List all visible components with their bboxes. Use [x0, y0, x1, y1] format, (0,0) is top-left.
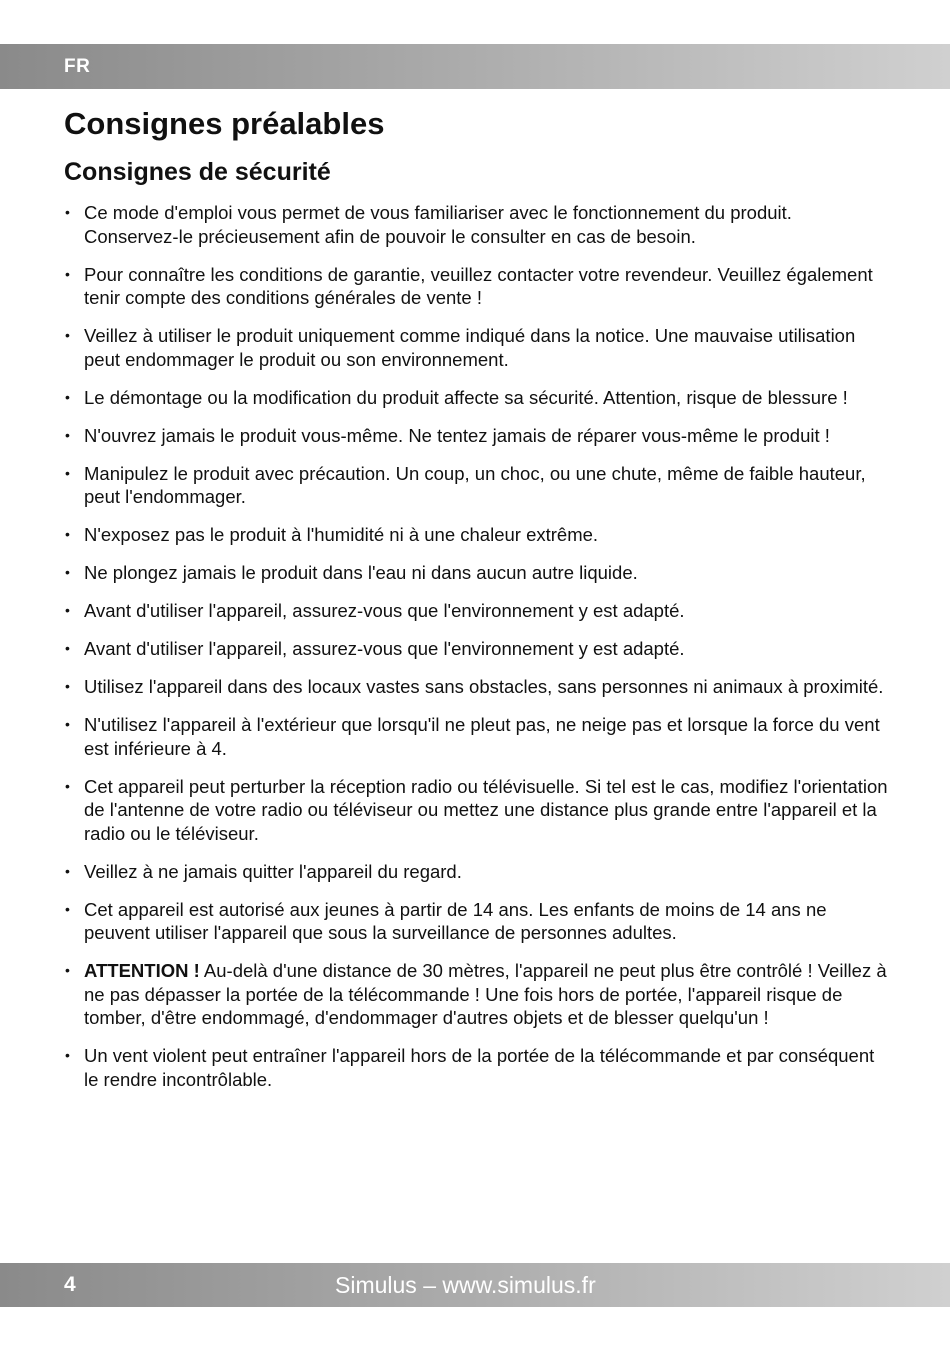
list-item-text: Ne plongez jamais le produit dans l'eau ni dans aucun autre liquide. [84, 562, 638, 583]
list-item [65, 324, 889, 371]
list-item-text: Avant d'utiliser l'appareil, assurez-vous que l'environnement y est adapté. [84, 600, 685, 621]
list-item-text: Veillez à ne jamais quitter l'appareil du regard. [84, 860, 462, 882]
list-item-text: Manipulez le produit avec précaution. Un coup, un choc, ou une chute, même de faible hauteur, peut l'endommager. [84, 462, 866, 507]
bullet-icon: • [65, 327, 70, 343]
list-item-text: Cet appareil est autorisé aux jeunes à partir de 14 ans. Les enfants de moins de 14 ans ne peuvent utiliser l'appareil que sous la surveillance de personnes adultes. [84, 898, 827, 943]
list-item [65, 637, 889, 661]
list-item-text: Ce mode d'emploi vous permet de vous familiariser avec le fonctionnement du produit. Conservez-le précieusement afin de pouvoir le consulter en cas de besoin. [84, 202, 792, 247]
bullet-icon: • [65, 388, 70, 405]
list-item-text: N'utilisez l'appareil à l'extérieur que lorsqu'il ne pleut pas, ne neige pas et lorsque la force du vent est inférieure à 4. [84, 714, 880, 759]
list-item-text: N'exposez pas le produit à l'humidité ni à une chaleur extrême. [84, 524, 599, 545]
bullet-icon: • [65, 716, 70, 732]
list-item [65, 599, 889, 623]
header-bar [0, 44, 950, 89]
footer-bar [0, 1263, 950, 1307]
list-item [65, 462, 889, 509]
bullet-icon: • [65, 1047, 70, 1063]
bullet-icon: • [65, 777, 70, 794]
page-title: Consignes préalables [64, 106, 385, 141]
language-label: FR [64, 56, 91, 77]
list-item [65, 561, 889, 585]
list-item [65, 201, 889, 248]
bullet-icon: • [65, 678, 70, 694]
bullet-icon: • [65, 564, 70, 580]
bullet-icon: • [65, 602, 70, 618]
bullet-icon: • [65, 426, 70, 443]
footer-website: Simulus – www.simulus.fr [335, 1272, 596, 1298]
section-title: Consignes de sécurité [64, 158, 331, 186]
list-item-text: Veillez à utiliser le produit uniquement comme indiqué dans la notice. Une mauvaise utilisation peut endommager le produit ou son environnement. [84, 325, 856, 370]
list-item [65, 1044, 889, 1091]
bullet-icon: • [65, 962, 70, 978]
list-item-text: Avant d'utiliser l'appareil, assurez-vous que l'environnement y est adapté. [84, 638, 685, 659]
list-item [65, 775, 889, 846]
list-item-text: Pour connaître les conditions de garantie, veuillez contacter votre revendeur. Veuillez également tenir compte des conditions générales de vente ! [84, 263, 873, 308]
list-item [65, 263, 889, 310]
list-item [65, 424, 889, 448]
bullet-icon: • [65, 464, 70, 481]
attention-item [65, 959, 889, 1030]
bullet-icon: • [65, 640, 70, 656]
list-item-text: Utilisez l'appareil dans des locaux vastes sans obstacles, sans personnes ni animaux à proximité. [84, 676, 884, 697]
bullet-icon: • [65, 900, 70, 917]
list-item [65, 860, 889, 884]
list-item [65, 898, 889, 945]
bullet-icon: • [65, 204, 70, 220]
bullet-icon: • [65, 526, 70, 542]
list-item [65, 386, 889, 410]
bullet-icon: • [65, 862, 70, 879]
page-number: 4 [64, 1273, 76, 1296]
bullet-icon: • [65, 265, 70, 282]
list-item-text: N'ouvrez jamais le produit vous-même. Ne tentez jamais de réparer vous-même le produit ! [84, 424, 830, 446]
attention-text: Au-delà d'une distance de 30 mètres, l'appareil ne peut plus être contrôlé ! Veillez à ne pas dépasser la portée de la télécommande ! Une fois hors de portée, l'appareil risque de tomber, d'être endommagé, d'endommager d'autres objets et de blesser quelqu'un ! [84, 960, 887, 1028]
list-item [65, 523, 889, 547]
list-item-text: Le démontage ou la modification du produit affecte sa sécurité. Attention, risque de blessure ! [84, 386, 848, 408]
list-item [65, 675, 889, 699]
attention-label: ATTENTION ! [84, 960, 200, 981]
list-item-text: Un vent violent peut entraîner l'appareil hors de la portée de la télécommande et par conséquent le rendre incontrôlable. [84, 1045, 875, 1090]
list-item-text: Cet appareil peut perturber la réception radio ou télévisuelle. Si tel est le cas, modifiez l'orientation de l'antenne de votre radio ou téléviseur ou mettez une distance plus grande entre l'appareil et la radio ou le téléviseur. [84, 775, 888, 844]
list-item [65, 713, 889, 760]
safety-instructions-list [65, 201, 889, 1106]
